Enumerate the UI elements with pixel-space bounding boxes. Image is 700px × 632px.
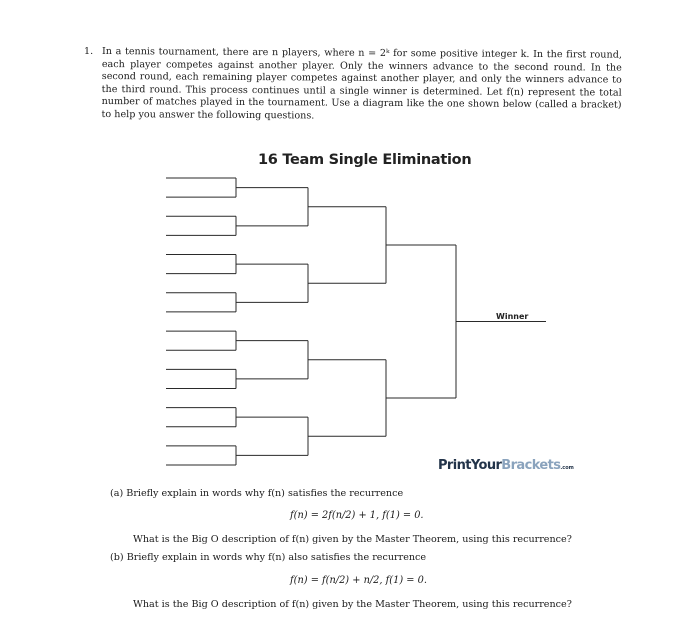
problem-text: In a tennis tournament, there are n players, where n = 2ᵏ for some positive integer k. In the first round, each player competes against another player. Only the winners advance to the second round. In the second round, each remaining player competes against another player, and only the winners advance to the third round. This process continues until a single winner is determined. Let f(n) represent the total number of matches played in the tournament. Use a diagram like the one shown below (called a bracket) to help you answer the following questions. — [101, 46, 622, 122]
brand-part-3: .com — [560, 465, 574, 471]
brand-part-1: PrintYour — [438, 458, 502, 473]
part-a-question: What is the Big O description of f(n) given by the Master Theorem, using this recurrence? — [133, 534, 572, 545]
part-b-label: (b) — [110, 552, 124, 563]
part-a-label: (a) — [110, 488, 124, 499]
part-a-equation: f(n) = 2f(n/2) + 1, f(1) = 0. — [290, 510, 424, 521]
part-b-equation: f(n) = f(n/2) + n/2, f(1) = 0. — [290, 575, 427, 586]
problem-number: 1. — [84, 46, 94, 57]
part-b-prompt — [110, 552, 426, 564]
part-b-prompt-text: Briefly explain in words why f(n) also satisfies the recurrence — [126, 552, 427, 563]
part-a-prompt-text: Briefly explain in words why f(n) satisfies the recurrence — [126, 488, 404, 499]
brand-logo — [438, 458, 574, 473]
bracket-title: 16 Team Single Elimination — [258, 152, 472, 168]
bracket-lines — [166, 178, 546, 465]
part-b-question: What is the Big O description of f(n) given by the Master Theorem, using this recurrence? — [133, 599, 572, 610]
brand-part-2: Brackets — [501, 458, 561, 473]
part-a-prompt — [110, 488, 403, 500]
winner-label: Winner — [496, 312, 529, 321]
